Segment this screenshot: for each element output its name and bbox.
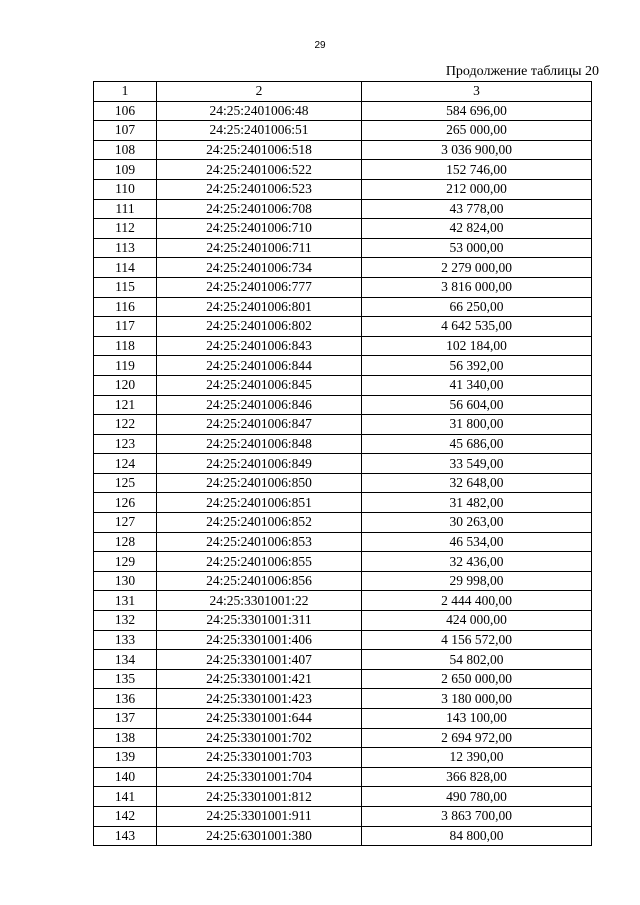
- table-row: [94, 395, 592, 415]
- value-cell: 3 180 000,00: [362, 689, 592, 709]
- table-row: [94, 160, 592, 180]
- cadastral-number-cell: 24:25:2401006:848: [157, 434, 362, 454]
- table-body: [94, 101, 592, 846]
- cadastral-number-cell: 24:25:2401006:849: [157, 454, 362, 474]
- value-cell: 56 604,00: [362, 395, 592, 415]
- cadastral-number-cell: 24:25:3301001:406: [157, 630, 362, 650]
- cadastral-number-cell: 24:25:3301001:407: [157, 650, 362, 670]
- table-row: [94, 493, 592, 513]
- cadastral-number-cell: 24:25:2401006:852: [157, 513, 362, 533]
- row-number-cell: 128: [94, 532, 157, 552]
- row-number-cell: 131: [94, 591, 157, 611]
- cadastral-number-cell: 24:25:2401006:802: [157, 317, 362, 337]
- cadastral-number-cell: 24:25:2401006:853: [157, 532, 362, 552]
- row-number-cell: 111: [94, 199, 157, 219]
- row-number-cell: 139: [94, 748, 157, 768]
- table-header: [94, 82, 592, 102]
- value-cell: 4 642 535,00: [362, 317, 592, 337]
- value-cell: 102 184,00: [362, 336, 592, 356]
- row-number-cell: 140: [94, 767, 157, 787]
- cadastral-number-cell: 24:25:2401006:777: [157, 277, 362, 297]
- table-row: [94, 611, 592, 631]
- table-row: [94, 787, 592, 807]
- table-row: [94, 238, 592, 258]
- row-number-cell: 134: [94, 650, 157, 670]
- table-row: [94, 571, 592, 591]
- page-number: 29: [314, 40, 326, 51]
- row-number-cell: 110: [94, 179, 157, 199]
- cadastral-number-cell: 24:25:2401006:845: [157, 375, 362, 395]
- cadastral-number-cell: 24:25:2401006:846: [157, 395, 362, 415]
- row-number-cell: 136: [94, 689, 157, 709]
- cadastral-number-cell: 24:25:3301001:911: [157, 806, 362, 826]
- table-row: [94, 297, 592, 317]
- cadastral-number-cell: 24:25:2401006:850: [157, 473, 362, 493]
- value-cell: 2 444 400,00: [362, 591, 592, 611]
- row-number-cell: 133: [94, 630, 157, 650]
- row-number-cell: 109: [94, 160, 157, 180]
- table-row: [94, 375, 592, 395]
- value-cell: 46 534,00: [362, 532, 592, 552]
- table-row: [94, 415, 592, 435]
- value-cell: 3 816 000,00: [362, 277, 592, 297]
- table-row: [94, 473, 592, 493]
- row-number-cell: 121: [94, 395, 157, 415]
- value-cell: 42 824,00: [362, 219, 592, 239]
- value-cell: 29 998,00: [362, 571, 592, 591]
- table-row: [94, 748, 592, 768]
- value-cell: 490 780,00: [362, 787, 592, 807]
- cadastral-number-cell: 24:25:3301001:812: [157, 787, 362, 807]
- value-cell: 53 000,00: [362, 238, 592, 258]
- value-cell: 30 263,00: [362, 513, 592, 533]
- value-cell: 54 802,00: [362, 650, 592, 670]
- table-row: [94, 219, 592, 239]
- row-number-cell: 129: [94, 552, 157, 572]
- value-cell: 265 000,00: [362, 121, 592, 141]
- cadastral-number-cell: 24:25:3301001:644: [157, 709, 362, 729]
- value-cell: 33 549,00: [362, 454, 592, 474]
- table-row: [94, 513, 592, 533]
- cadastral-number-cell: 24:25:3301001:22: [157, 591, 362, 611]
- table-row: [94, 709, 592, 729]
- row-number-cell: 107: [94, 121, 157, 141]
- value-cell: 31 800,00: [362, 415, 592, 435]
- value-cell: 31 482,00: [362, 493, 592, 513]
- table-row: [94, 669, 592, 689]
- cadastral-number-cell: 24:25:3301001:702: [157, 728, 362, 748]
- row-number-cell: 118: [94, 336, 157, 356]
- cadastral-number-cell: 24:25:3301001:704: [157, 767, 362, 787]
- value-cell: 43 778,00: [362, 199, 592, 219]
- data-table: [93, 81, 592, 846]
- table-row: [94, 591, 592, 611]
- value-cell: 66 250,00: [362, 297, 592, 317]
- table-row: [94, 650, 592, 670]
- table-row: [94, 179, 592, 199]
- cadastral-number-cell: 24:25:6301001:380: [157, 826, 362, 846]
- cadastral-number-cell: 24:25:2401006:708: [157, 199, 362, 219]
- value-cell: 4 156 572,00: [362, 630, 592, 650]
- value-cell: 212 000,00: [362, 179, 592, 199]
- table-row: [94, 728, 592, 748]
- row-number-cell: 141: [94, 787, 157, 807]
- cadastral-number-cell: 24:25:2401006:523: [157, 179, 362, 199]
- table-row: [94, 767, 592, 787]
- row-number-cell: 112: [94, 219, 157, 239]
- column-header-number: 1: [94, 82, 157, 102]
- cadastral-number-cell: 24:25:2401006:847: [157, 415, 362, 435]
- table-row: [94, 199, 592, 219]
- row-number-cell: 116: [94, 297, 157, 317]
- table-row: [94, 336, 592, 356]
- row-number-cell: 142: [94, 806, 157, 826]
- cadastral-number-cell: 24:25:2401006:51: [157, 121, 362, 141]
- row-number-cell: 124: [94, 454, 157, 474]
- cadastral-number-cell: 24:25:2401006:518: [157, 140, 362, 160]
- table-row: [94, 140, 592, 160]
- table-row: [94, 630, 592, 650]
- value-cell: 2 279 000,00: [362, 258, 592, 278]
- cadastral-number-cell: 24:25:2401006:522: [157, 160, 362, 180]
- value-cell: 32 648,00: [362, 473, 592, 493]
- table-row: [94, 552, 592, 572]
- cadastral-number-cell: 24:25:2401006:851: [157, 493, 362, 513]
- value-cell: 3 036 900,00: [362, 140, 592, 160]
- value-cell: 366 828,00: [362, 767, 592, 787]
- cadastral-number-cell: 24:25:3301001:311: [157, 611, 362, 631]
- row-number-cell: 137: [94, 709, 157, 729]
- value-cell: 3 863 700,00: [362, 806, 592, 826]
- value-cell: 152 746,00: [362, 160, 592, 180]
- cadastral-number-cell: 24:25:2401006:844: [157, 356, 362, 376]
- table-row: [94, 806, 592, 826]
- table-row: [94, 454, 592, 474]
- table-row: [94, 121, 592, 141]
- cadastral-number-cell: 24:25:2401006:48: [157, 101, 362, 121]
- cadastral-number-cell: 24:25:3301001:703: [157, 748, 362, 768]
- table-row: [94, 317, 592, 337]
- row-number-cell: 120: [94, 375, 157, 395]
- cadastral-number-cell: 24:25:2401006:734: [157, 258, 362, 278]
- row-number-cell: 135: [94, 669, 157, 689]
- cadastral-number-cell: 24:25:3301001:421: [157, 669, 362, 689]
- header-row: [94, 82, 592, 102]
- row-number-cell: 125: [94, 473, 157, 493]
- cadastral-number-cell: 24:25:3301001:423: [157, 689, 362, 709]
- row-number-cell: 138: [94, 728, 157, 748]
- row-number-cell: 143: [94, 826, 157, 846]
- table-caption: Продолжение таблицы 20: [445, 64, 599, 79]
- value-cell: 424 000,00: [362, 611, 592, 631]
- row-number-cell: 132: [94, 611, 157, 631]
- value-cell: 2 650 000,00: [362, 669, 592, 689]
- row-number-cell: 114: [94, 258, 157, 278]
- row-number-cell: 122: [94, 415, 157, 435]
- value-cell: 41 340,00: [362, 375, 592, 395]
- table-row: [94, 356, 592, 376]
- value-cell: 2 694 972,00: [362, 728, 592, 748]
- table-row: [94, 434, 592, 454]
- value-cell: 56 392,00: [362, 356, 592, 376]
- cadastral-number-cell: 24:25:2401006:711: [157, 238, 362, 258]
- cadastral-number-cell: 24:25:2401006:843: [157, 336, 362, 356]
- cadastral-number-cell: 24:25:2401006:856: [157, 571, 362, 591]
- row-number-cell: 126: [94, 493, 157, 513]
- table-row: [94, 826, 592, 846]
- row-number-cell: 113: [94, 238, 157, 258]
- value-cell: 84 800,00: [362, 826, 592, 846]
- cadastral-number-cell: 24:25:2401006:710: [157, 219, 362, 239]
- value-cell: 584 696,00: [362, 101, 592, 121]
- column-header-value: 3: [362, 82, 592, 102]
- value-cell: 45 686,00: [362, 434, 592, 454]
- row-number-cell: 127: [94, 513, 157, 533]
- row-number-cell: 106: [94, 101, 157, 121]
- row-number-cell: 115: [94, 277, 157, 297]
- table-row: [94, 101, 592, 121]
- table-row: [94, 689, 592, 709]
- row-number-cell: 117: [94, 317, 157, 337]
- row-number-cell: 123: [94, 434, 157, 454]
- row-number-cell: 130: [94, 571, 157, 591]
- table-row: [94, 277, 592, 297]
- table-row: [94, 258, 592, 278]
- value-cell: 12 390,00: [362, 748, 592, 768]
- row-number-cell: 119: [94, 356, 157, 376]
- value-cell: 32 436,00: [362, 552, 592, 572]
- cadastral-number-cell: 24:25:2401006:801: [157, 297, 362, 317]
- value-cell: 143 100,00: [362, 709, 592, 729]
- column-header-cadastral: 2: [157, 82, 362, 102]
- cadastral-number-cell: 24:25:2401006:855: [157, 552, 362, 572]
- table-row: [94, 532, 592, 552]
- row-number-cell: 108: [94, 140, 157, 160]
